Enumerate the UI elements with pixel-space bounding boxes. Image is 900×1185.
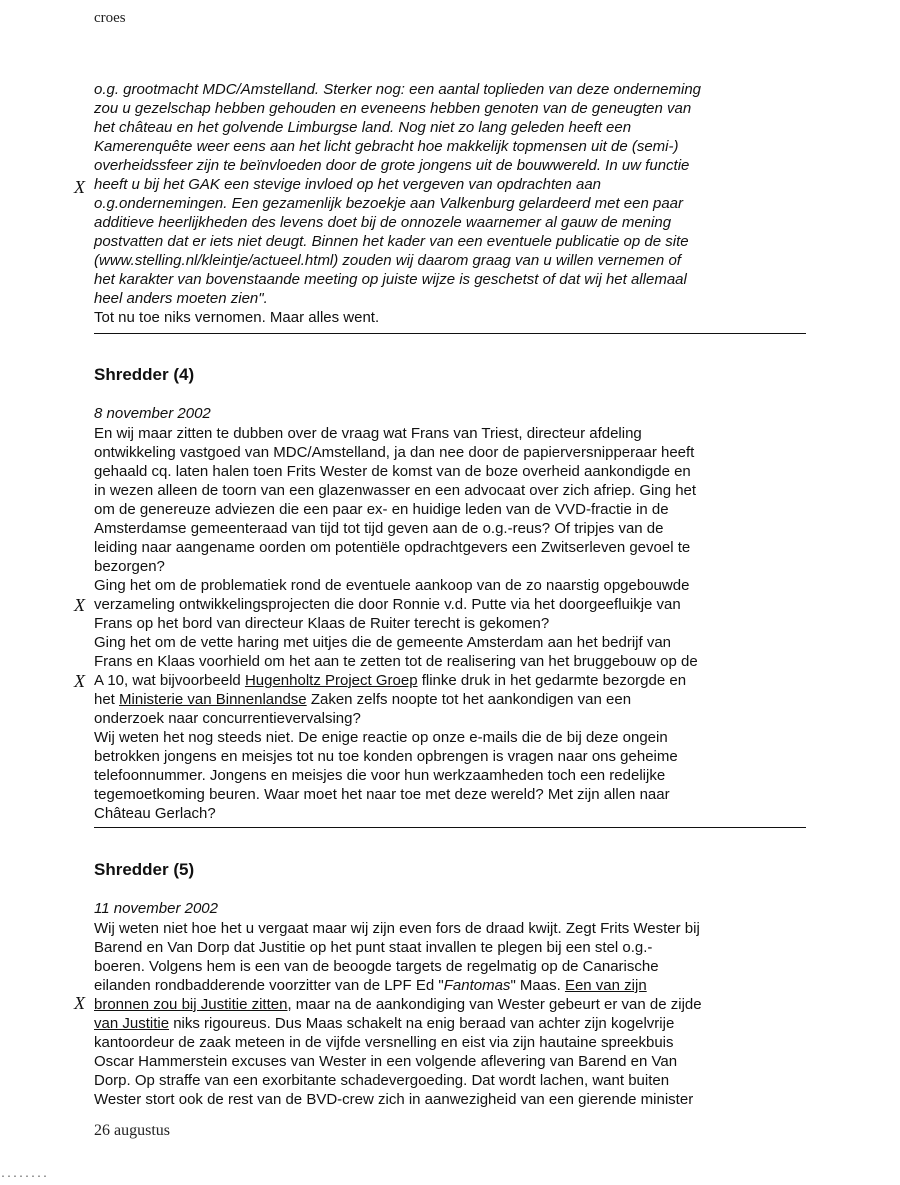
closing-paragraph xyxy=(94,308,814,327)
text-line: Tot nu toe niks vernomen. Maar alles went. xyxy=(94,309,380,326)
text-line xyxy=(94,1014,814,1033)
text-line: kantoordeur de zaak meteen in de vijfde versnelling en eist via zijn hautaine spreekbuis xyxy=(94,1034,674,1051)
text-span: " Maas. xyxy=(510,977,565,994)
section-heading: Shredder (5) xyxy=(94,860,195,879)
text-line: En wij maar zitten te dubben over de vraag wat Frans van Triest, directeur afdeling xyxy=(94,425,642,442)
section-body xyxy=(94,424,814,823)
corner-dots: ........ xyxy=(0,1170,49,1181)
text-line: het château en het golvende Limburgse land. Nog niet zo lang geleden heeft een xyxy=(94,119,632,136)
text-line xyxy=(94,976,814,995)
text-line: Wij weten het nog steeds niet. De enige reactie op onze e-mails die de bij deze ongein xyxy=(94,729,668,746)
text-line: additieve heerlijkheden des levens doet bij de onnozele waarnemer al gauw de mening xyxy=(94,214,672,231)
section-divider xyxy=(94,827,806,828)
text-line: postvatten dat er iets niet deugt. Binnen het kader van een eventuele publicatie op de site xyxy=(94,233,689,250)
text-span: niks rigoureus. Dus Maas schakelt na enig beraad van achter zijn kogelvrije xyxy=(169,1015,675,1032)
text-line: onderzoek naar concurrentievervalsing? xyxy=(94,710,361,727)
text-line: Wij weten niet hoe het u vergaat maar wij zijn even fors de draad kwijt. Zegt Frits Wester bij xyxy=(94,920,700,937)
hugenholtz-link[interactable]: Hugenholtz Project Groep xyxy=(244,672,418,689)
text-line: om de genereuze adviezen die een paar ex- en huidige leden van de VVD-fractie in de xyxy=(94,501,669,518)
section-heading: Shredder (4) xyxy=(94,365,195,384)
text-line: Frans op het bord van directeur Klaas de Ruiter terecht is gekomen? xyxy=(94,615,550,632)
text-line: leiding naar aangename oorden om potentiële opdrachtgevers een Zwitserleven gevoel te xyxy=(94,539,691,556)
text-line: Wester stort ook de rest van de BVD-crew zich in aanwezigheid van een gierende minister xyxy=(94,1091,694,1108)
text-line: telefoonnummer. Jongens en meisjes die voor hun werkzaamheden toch een redelijke xyxy=(94,767,666,784)
text-line: Kamerenquête weer eens aan het licht gebracht hoe makkelijk topmensen uit de (semi-) xyxy=(94,138,679,155)
text-line: overheidssfeer zijn te beïnvloeden door de grote jongens uit de bouwwereld. In uw functie xyxy=(94,157,690,174)
section-date: 8 november 2002 xyxy=(94,405,211,422)
section-body xyxy=(94,919,814,1109)
page-footer-date: 26 augustus xyxy=(94,1122,170,1139)
text-line: bezorgen? xyxy=(94,558,165,575)
text-line xyxy=(94,690,814,709)
text-line: Château Gerlach? xyxy=(94,805,216,822)
quote-paragraph xyxy=(94,80,814,308)
margin-x-mark: X xyxy=(74,993,85,1013)
text-line: verzameling ontwikkelingsprojecten die door Ronnie v.d. Putte via het doorgeefluikje van xyxy=(94,596,681,613)
text-span: , maar na de aankondiging van Wester gebeurt er van de zijde xyxy=(287,996,702,1013)
text-span: Zaken zelfs noopte tot het aankondigen van een xyxy=(306,691,632,708)
text-line: Ging het om de vette haring met uitjes die de gemeente Amsterdam aan het bedrijf van xyxy=(94,634,672,651)
justitie-link[interactable]: van Justitie xyxy=(94,1015,170,1032)
text-line: tegemoetkoming beuren. Waar moet het naar toe met deze wereld? Met zijn allen naar xyxy=(94,786,670,803)
text-line: Ging het om de problematiek rond de eventuele aankoop van de zo naarstig opgebouwde xyxy=(94,577,690,594)
text-line: heeft u bij het GAK een stevige invloed op het vergeven van opdrachten aan xyxy=(94,176,602,193)
text-line: boeren. Volgens hem is een van de beoogde targets de regelmatig op de Canarische xyxy=(94,958,659,975)
text-line: gehaald cq. laten halen toen Frits Wester de komst van de boze overheid aankondigde en xyxy=(94,463,691,480)
text-line xyxy=(94,671,814,690)
text-line: Oscar Hammerstein excuses van Wester in een volgende aflevering van Barend en Van xyxy=(94,1053,678,1070)
text-span: het xyxy=(94,691,120,708)
text-line: o.g. grootmacht MDC/Amstelland. Sterker nog: een aantal toplieden van deze onderneming xyxy=(94,81,702,98)
text-line: Barend en Van Dorp dat Justitie op het punt staat invallen te plegen bij een stel o.g.- xyxy=(94,939,653,956)
text-span: flinke druk in het gedarmte bezorgde en xyxy=(417,672,687,689)
margin-x-mark: X xyxy=(74,671,85,691)
margin-x-mark: X xyxy=(74,595,85,615)
text-span: eilanden rondbadderende voorzitter van de LPF Ed " xyxy=(94,977,444,994)
text-line: zou u gezelschap hebben gehouden en eveneens hebben genoten van de geneugten van xyxy=(94,100,692,117)
text-line: Dorp. Op straffe van een exorbitante schadevergoeding. Dat wordt lachen, want buiten xyxy=(94,1072,670,1089)
text-line: heel anders moeten zien". xyxy=(94,290,268,307)
text-line: Frans en Klaas voorhield om het aan te zetten tot de realisering van het bruggebouw op de xyxy=(94,653,698,670)
section-divider xyxy=(94,333,806,334)
text-line: ontwikkeling vastgoed van MDC/Amstelland, ja dan nee door de papierversnipperaar heeft xyxy=(94,444,695,461)
text-line: (www.stelling.nl/kleintje/actueel.html) zouden wij daarom graag van u willen vernemen of xyxy=(94,252,681,269)
page-header-name: croes xyxy=(94,10,126,26)
text-line xyxy=(94,995,814,1014)
text-line: betrokken jongens en meisjes tot nu toe konden opbrengen is vragen naar ons geheime xyxy=(94,748,678,765)
fantomas-emphasis: Fantomas xyxy=(443,977,511,994)
bronnen-link-cont[interactable]: bronnen zou bij Justitie zitten xyxy=(94,996,288,1013)
text-span: A 10, wat bijvoorbeeld xyxy=(94,672,245,689)
section-date: 11 november 2002 xyxy=(94,900,218,917)
text-line: het karakter van bovenstaande meeting op juiste wijze is geschetst of dat wij het allemaal xyxy=(94,271,687,288)
text-line: o.g.ondernemingen. Een gezamenlijk bezoekje aan Valkenburg gelardeerd met een paar xyxy=(94,195,684,212)
text-line: Amsterdamse gemeenteraad van tijd tot tijd geven aan de o.g.-reus? Of tripjes van de xyxy=(94,520,664,537)
bronnen-link[interactable]: Een van zijn xyxy=(564,977,647,994)
margin-x-mark: X xyxy=(74,177,85,197)
ministerie-link[interactable]: Ministerie van Binnenlandse xyxy=(119,691,307,708)
text-line: in wezen alleen de toorn van een glazenwasser en een advocaat over zich afriep. Ging het xyxy=(94,482,697,499)
